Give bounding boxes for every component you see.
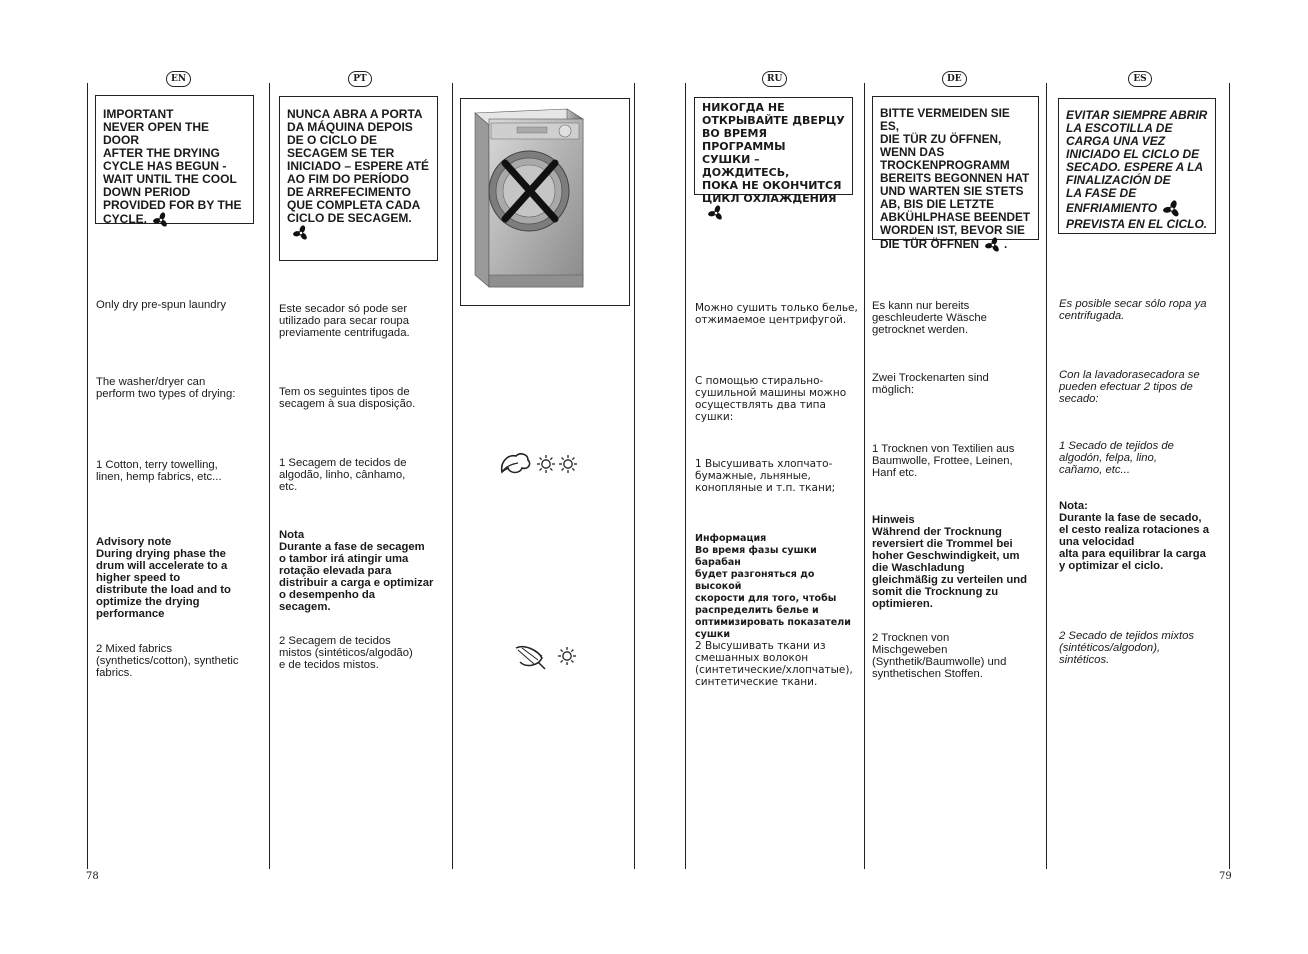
language-badge-ru: RU xyxy=(762,71,787,87)
text-de-note: Hinweis Während der Trocknung reversiert die Trommel bei hoher Geschwindigkeit, um die Waschladung gleichmäßig zu verteilen und somit die Trocknung zu optimieren. xyxy=(872,514,1028,610)
text-pt-note: Nota Durante a fase de secagem o tambor irá atingir uma rotação elevada para distribuir a carga e optimizar o desempenho da secagem. xyxy=(279,529,434,613)
text-es-note: Nota: Durante la fase de secado, el cesto realiza rotaciones a una velocidad alta para equilibrar la carga y optimizar el ciclo. xyxy=(1059,500,1210,572)
column-rule xyxy=(87,83,88,869)
language-badge-pt: PT xyxy=(348,71,372,87)
cotton-icon xyxy=(498,450,532,478)
text-ru-prespun: Можно сушить только белье, отжимаемое центрифугой. xyxy=(695,302,858,326)
warning-text-pt: NUNCA ABRA A PORTA DA MÁQUINA DEPOIS DE O CICLO DE SECAGEM SE TER INICIADO – ESPERE ATÉ AO FIM DO PERÍODO DE ARREFECIMENTO QUE COMPLETA CADA CICLO DE SECAGEM. xyxy=(287,107,430,225)
page-number-right: 79 xyxy=(1219,871,1232,882)
warning-box-de xyxy=(872,96,1039,252)
warning-text-es-b: PREVISTA EN EL CICLO. xyxy=(1066,217,1208,231)
warning-text-en: IMPORTANT NEVER OPEN THE DOOR AFTER THE DRYING CYCLE HAS BEGUN - WAIT UNTIL THE COOL DOWN PERIOD PROVIDED FOR BY THE CYCLE. xyxy=(103,107,242,227)
fan-icon xyxy=(293,225,309,241)
language-badge-de: DE xyxy=(942,71,967,87)
column-rule xyxy=(1046,83,1047,869)
column-rule xyxy=(269,83,270,869)
text-de-cotton: 1 Trocknen von Textilien aus Baumwolle, Frottee, Leinen, Hanf etc. xyxy=(872,443,1015,479)
text-de-drying-types: Zwei Trockenarten sind möglich: xyxy=(872,372,989,396)
sun-icon xyxy=(536,454,556,474)
warning-box-ru xyxy=(694,97,853,205)
language-badge-en: EN xyxy=(166,71,191,87)
text-es-drying-types: Con la lavadorasecadora se pueden efectuar 2 tipos de secado: xyxy=(1059,369,1200,405)
text-ru-drying-types: С помощью стирально- сушильной машины можно осуществлять два типа сушки: xyxy=(695,375,847,423)
text-ru-cotton: 1 Высушивать хлопчато- бумажные, льняные, конопляные и т.п. ткани; xyxy=(695,458,836,494)
column-rule xyxy=(864,83,865,869)
page-number-left: 78 xyxy=(86,871,99,882)
column-rule xyxy=(1229,83,1230,869)
warning-text-ru: НИКОГДА НЕ ОТКРЫВАЙТЕ ДВЕРЦУ ВО ВРЕМЯ ПРОГРАММЫ СУШКИ – ДОЖДИТЕСЬ, ПОКА НЕ ОКОНЧИТСЯ ЦИКЛ ОХЛАЖДЕНИЯ xyxy=(702,101,845,205)
text-es-cotton: 1 Secado de tejidos de algodón, felpa, lino, cañamo, etc... xyxy=(1059,440,1174,476)
text-en-prespun: Only dry pre-spun laundry xyxy=(96,299,226,311)
text-ru-info: Информация Во время фазы сушки барабан будет разгоняться до высокой скорости для того, чтобы распределить белье и оптимизировать показатели сушки xyxy=(695,533,851,640)
synthetic-icon xyxy=(512,642,548,672)
warning-end-de: . xyxy=(1003,237,1008,252)
text-en-drying-types: The washer/dryer can perform two types of drying: xyxy=(96,376,236,400)
warning-text-de: BITTE VERMEIDEN SIE ES, DIE TÜR ZU ÖFFNEN, WENN DAS TROCKENPROGRAMM BEREITS BEGONNEN HAT UND WARTEN SIE STETS AB, BIS DIE LETZTE ABKÜHLPHASE BEENDET WORDEN IST, BEVOR SIE DIE TÜR ÖFFNEN xyxy=(880,106,1031,252)
text-es-prespun: Es posible secar sólo ropa ya centrifugada. xyxy=(1059,298,1207,322)
washer-dryer-illustration-frame xyxy=(460,98,630,306)
column-rule xyxy=(634,83,635,869)
fan-icon xyxy=(153,212,169,228)
text-de-mixed: 2 Trocknen von Mischgeweben (Synthetik/Baumwolle) und synthetischen Stoffen. xyxy=(872,632,1007,680)
warning-box-pt xyxy=(279,96,438,261)
warning-box-es xyxy=(1058,98,1216,234)
warning-box-en xyxy=(95,95,254,227)
text-pt-prespun: Este secador só pode ser utilizado para secar roupa previamente centrifugada. xyxy=(279,303,410,339)
text-en-mixed: 2 Mixed fabrics (synthetics/cotton), synthetic fabrics. xyxy=(96,643,239,679)
fan-icon xyxy=(708,205,724,221)
washer-dryer-illustration xyxy=(461,99,629,305)
fan-icon xyxy=(1163,200,1181,218)
column-rule xyxy=(685,83,686,869)
text-ru-mixed: 2 Высушивать ткани из смешанных волокон (синтетические/хлопчатые), синтетические ткани. xyxy=(695,640,853,688)
text-de-prespun: Es kann nur bereits geschleuderte Wäsche getrocknet werden. xyxy=(872,300,987,336)
fan-icon xyxy=(985,237,1001,253)
text-pt-cotton: 1 Secagem de tecidos de algodão, linho, cânhamo, etc. xyxy=(279,457,407,493)
column-rule xyxy=(452,83,453,869)
text-es-mixed: 2 Secado de tejidos mixtos (sintéticos/algodon), sintéticos. xyxy=(1059,630,1195,666)
sun-icon xyxy=(557,646,577,666)
text-pt-drying-types: Tem os seguintes tipos de secagem à sua disposição. xyxy=(279,386,416,410)
warning-text-es-a: EVITAR SIEMPRE ABRIR LA ESCOTILLA DE CARGA UNA VEZ INICIADO EL CICLO DE SECADO. ESPERE A LA FINALIZACIÓN DE LA FASE DE ENFRIAMIENTO xyxy=(1066,108,1208,216)
sun-icon xyxy=(558,454,578,474)
text-pt-mixed: 2 Secagem de tecidos mistos (sintéticos/algodão) e de tecidos mistos. xyxy=(279,635,413,671)
language-badge-es: ES xyxy=(1128,71,1152,87)
text-en-cotton: 1 Cotton, terry towelling, linen, hemp fabrics, etc... xyxy=(96,459,222,483)
text-en-advisory: Advisory note During drying phase the drum will accelerate to a higher speed to distribute the load and to optimize the drying performance xyxy=(96,536,231,620)
